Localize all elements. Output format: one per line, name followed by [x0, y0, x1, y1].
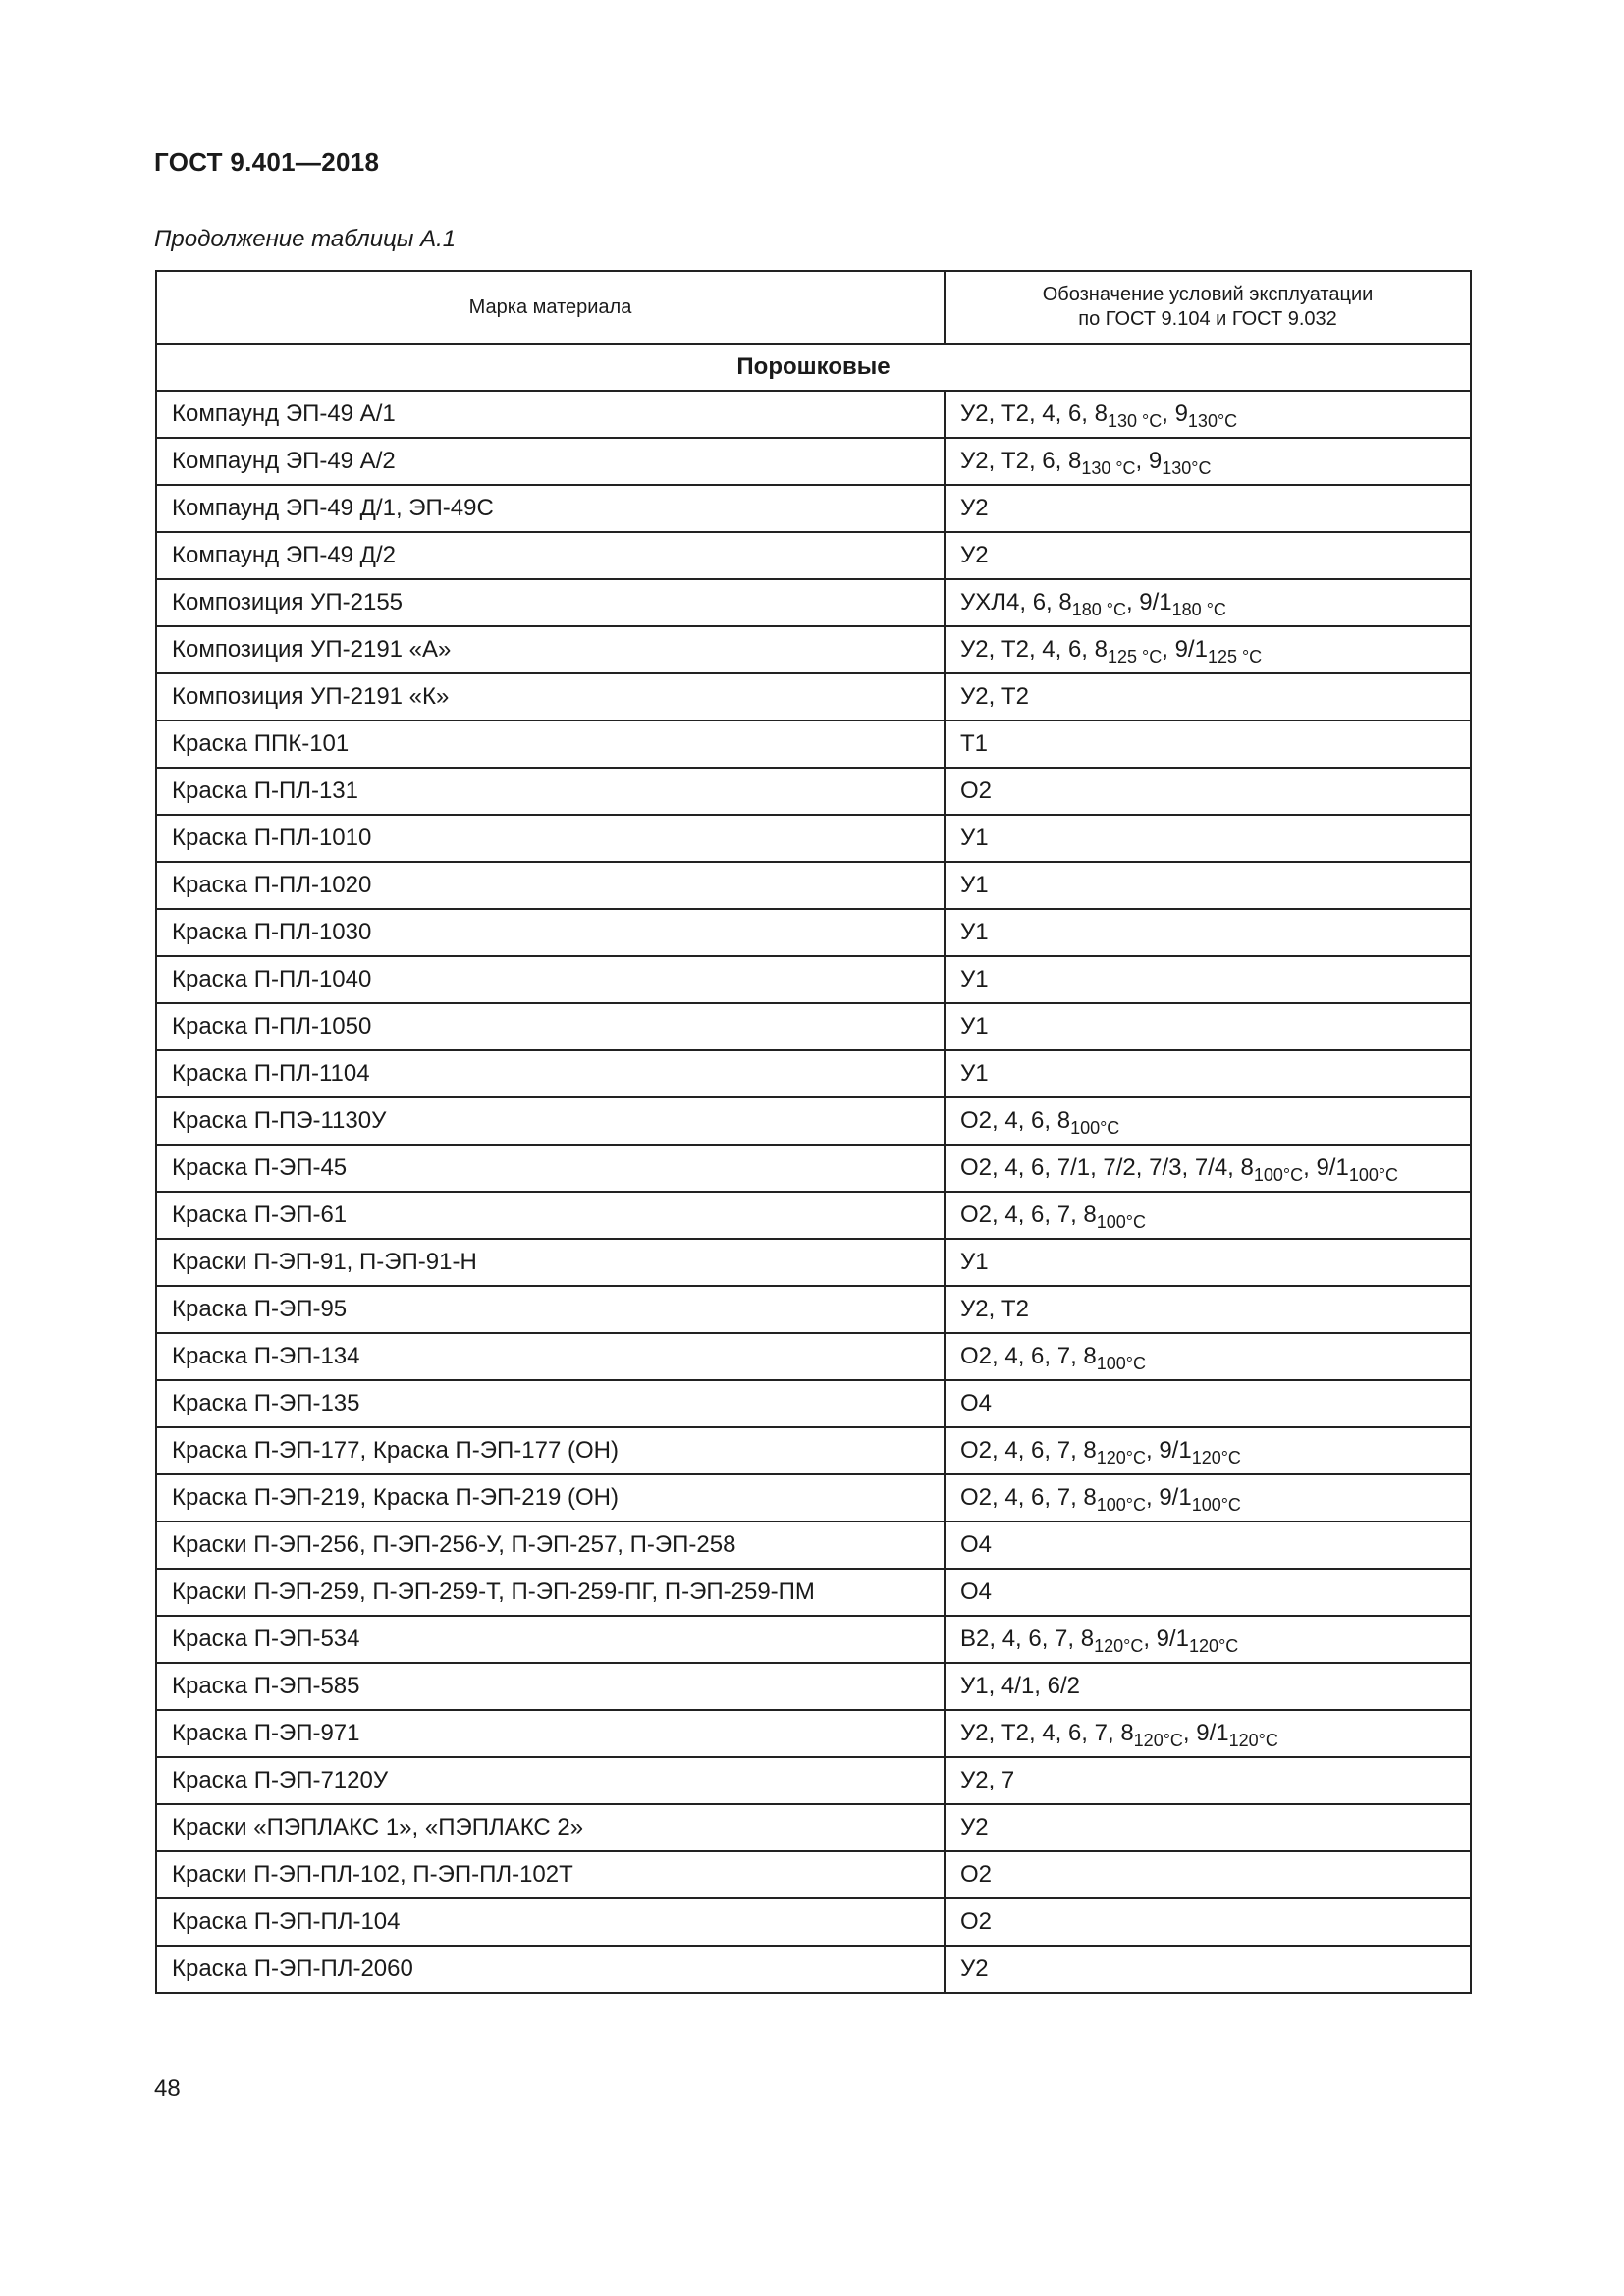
material-cell: Краска П-ЭП-135 [156, 1380, 945, 1427]
conditions-subscript: 100°С [1253, 1165, 1304, 1185]
conditions-cell [945, 673, 1471, 721]
material-cell: Краска П-ЭП-134 [156, 1333, 945, 1380]
conditions-cell [945, 1003, 1471, 1050]
conditions-text: , 9 [1162, 400, 1188, 427]
material-cell: Краски П-ЭП-ПЛ-102, П-ЭП-ПЛ-102Т [156, 1851, 945, 1898]
table-row [156, 909, 1471, 956]
conditions-cell [945, 1333, 1471, 1380]
material-cell: Краска ППК-101 [156, 721, 945, 768]
table-row [156, 438, 1471, 485]
conditions-subscript: 100°С [1096, 1495, 1146, 1515]
conditions-cell [945, 1286, 1471, 1333]
material-cell: Краски «ПЭПЛАКС 1», «ПЭПЛАКС 2» [156, 1804, 945, 1851]
conditions-cell [945, 862, 1471, 909]
conditions-cell [945, 1757, 1471, 1804]
conditions-cell [945, 1898, 1471, 1946]
conditions-text: У2 [960, 1955, 989, 1982]
material-cell: Краска П-ПЛ-1030 [156, 909, 945, 956]
conditions-cell [945, 391, 1471, 438]
material-cell: Компаунд ЭП-49 Д/2 [156, 532, 945, 579]
conditions-subscript: 120°С [1094, 1636, 1144, 1656]
conditions-cell [945, 1474, 1471, 1522]
conditions-cell [945, 1380, 1471, 1427]
table-row [156, 862, 1471, 909]
conditions-cell [945, 579, 1471, 626]
table-row [156, 1427, 1471, 1474]
table-row [156, 1898, 1471, 1946]
page-number: 48 [154, 2075, 181, 2102]
conditions-text: У2, Т2 [960, 683, 1029, 710]
conditions-text: , 9 [1135, 448, 1163, 474]
table-row [156, 1804, 1471, 1851]
conditions-subscript: 180 °С [1071, 600, 1126, 619]
conditions-subscript: 120°С [1228, 1731, 1278, 1750]
table-row [156, 1522, 1471, 1569]
material-cell: Краска П-ПЛ-1050 [156, 1003, 945, 1050]
conditions-text: О2 [960, 1908, 993, 1935]
conditions-text: У1 [960, 919, 989, 945]
table-row [156, 532, 1471, 579]
conditions-text: У2 [960, 1814, 989, 1841]
table-row [156, 1380, 1471, 1427]
conditions-text: О2, 4, 6, 7, 8 [960, 1437, 1097, 1464]
document-standard-title: ГОСТ 9.401—2018 [154, 147, 380, 177]
conditions-cell [945, 1710, 1471, 1757]
conditions-cell [945, 768, 1471, 815]
conditions-text: У2, Т2, 4, 6, 8 [960, 636, 1108, 663]
conditions-cell [945, 909, 1471, 956]
material-cell: Краска П-ПЛ-131 [156, 768, 945, 815]
conditions-text: У2, Т2, 4, 6, 8 [960, 400, 1108, 427]
material-cell: Краска П-ПЭ-1130У [156, 1097, 945, 1145]
conditions-cell [945, 485, 1471, 532]
column-header-conditions-line2: по ГОСТ 9.104 и ГОСТ 9.032 [1078, 308, 1337, 330]
table-row [156, 956, 1471, 1003]
conditions-cell [945, 1946, 1471, 1993]
conditions-text: , 9/1 [1143, 1626, 1190, 1652]
column-header-conditions-line1: Обозначение условий эксплуатации [1042, 284, 1374, 305]
conditions-text: У2, 7 [960, 1767, 1015, 1793]
material-cell: Компаунд ЭП-49 А/2 [156, 438, 945, 485]
conditions-subscript: 130°С [1162, 458, 1212, 478]
table-row [156, 1050, 1471, 1097]
conditions-text: О2 [960, 777, 993, 804]
conditions-subscript: 125 °С [1108, 647, 1163, 667]
table-row [156, 1286, 1471, 1333]
conditions-subscript: 125 °С [1207, 647, 1263, 667]
table-header-row [156, 271, 1471, 344]
conditions-text: О4 [960, 1578, 993, 1605]
table-row [156, 721, 1471, 768]
conditions-cell [945, 1427, 1471, 1474]
conditions-text: О2, 4, 6, 7, 8 [960, 1484, 1097, 1511]
conditions-cell [945, 1050, 1471, 1097]
conditions-text: У1 [960, 872, 989, 898]
conditions-subscript: 120°С [1191, 1448, 1241, 1468]
table-row [156, 579, 1471, 626]
table-row [156, 673, 1471, 721]
conditions-subscript: 100°С [1348, 1165, 1399, 1185]
material-cell: Компаунд ЭП-49 Д/1, ЭП-49С [156, 485, 945, 532]
conditions-subscript: 130°С [1187, 411, 1238, 431]
conditions-subscript: 120°С [1096, 1448, 1146, 1468]
conditions-text: , 9/1 [1303, 1154, 1349, 1181]
table-row [156, 485, 1471, 532]
conditions-text: У1 [960, 1060, 989, 1087]
material-cell: Краска П-ЭП-ПЛ-104 [156, 1898, 945, 1946]
table-row [156, 1333, 1471, 1380]
material-cell: Композиция УП-2191 «А» [156, 626, 945, 673]
table-row [156, 1663, 1471, 1710]
material-cell: Краска П-ЭП-177, Краска П-ЭП-177 (ОН) [156, 1427, 945, 1474]
conditions-text: , 9/1 [1162, 636, 1208, 663]
conditions-text: У2, Т2 [960, 1296, 1029, 1322]
material-cell: Краска П-ЭП-971 [156, 1710, 945, 1757]
materials-table [155, 270, 1472, 1994]
conditions-subscript: 130 °С [1108, 411, 1163, 431]
conditions-cell [945, 626, 1471, 673]
material-cell: Краска П-ПЛ-1010 [156, 815, 945, 862]
material-cell: Компаунд ЭП-49 А/1 [156, 391, 945, 438]
conditions-subscript: 180 °С [1171, 600, 1226, 619]
conditions-text: , 9/1 [1182, 1720, 1229, 1746]
section-title: Порошковые [156, 344, 1471, 391]
conditions-text: УХЛ4, 6, 8 [960, 589, 1072, 615]
material-cell: Краски П-ЭП-259, П-ЭП-259-Т, П-ЭП-259-ПГ, П-ЭП-259-ПМ [156, 1569, 945, 1616]
conditions-text: О4 [960, 1390, 993, 1416]
conditions-subscript: 130 °С [1081, 458, 1136, 478]
conditions-subscript: 120°С [1133, 1731, 1183, 1750]
material-cell: Краска П-ПЛ-1104 [156, 1050, 945, 1097]
material-cell: Краска П-ЭП-534 [156, 1616, 945, 1663]
conditions-text: , 9/1 [1125, 589, 1172, 615]
conditions-text: , 9/1 [1145, 1484, 1192, 1511]
conditions-text: У2, Т2, 6, 8 [960, 448, 1082, 474]
conditions-text: У1, 4/1, 6/2 [960, 1673, 1080, 1699]
table-row [156, 391, 1471, 438]
conditions-cell [945, 956, 1471, 1003]
conditions-text: О2, 4, 6, 7/1, 7/2, 7/3, 7/4, 8 [960, 1154, 1254, 1181]
material-cell: Краска П-ЭП-7120У [156, 1757, 945, 1804]
conditions-text: У1 [960, 1013, 989, 1040]
material-cell: Краска П-ЭП-95 [156, 1286, 945, 1333]
table-row [156, 1097, 1471, 1145]
column-header-material [156, 271, 945, 344]
table-row [156, 815, 1471, 862]
conditions-text: О4 [960, 1531, 993, 1558]
material-cell: Композиция УП-2191 «К» [156, 673, 945, 721]
material-cell: Краски П-ЭП-256, П-ЭП-256-У, П-ЭП-257, П-ЭП-258 [156, 1522, 945, 1569]
table-row [156, 768, 1471, 815]
table-row [156, 1569, 1471, 1616]
material-cell: Краска П-ПЛ-1020 [156, 862, 945, 909]
conditions-text: У1 [960, 1249, 989, 1275]
table-row [156, 1710, 1471, 1757]
column-header-material-label: Марка материала [468, 295, 632, 318]
material-cell: Краска П-ЭП-219, Краска П-ЭП-219 (ОН) [156, 1474, 945, 1522]
column-header-conditions [945, 271, 1471, 344]
material-cell: Композиция УП-2155 [156, 579, 945, 626]
conditions-cell [945, 1097, 1471, 1145]
conditions-subscript: 100°С [1096, 1354, 1146, 1373]
table-row [156, 1474, 1471, 1522]
conditions-text: В2, 4, 6, 7, 8 [960, 1626, 1095, 1652]
conditions-cell [945, 1192, 1471, 1239]
conditions-cell [945, 1239, 1471, 1286]
material-cell: Краска П-ПЛ-1040 [156, 956, 945, 1003]
conditions-cell [945, 1851, 1471, 1898]
conditions-text: У2, Т2, 4, 6, 7, 8 [960, 1720, 1134, 1746]
table-row [156, 1851, 1471, 1898]
conditions-text: Т1 [960, 730, 989, 757]
conditions-text: О2 [960, 1861, 993, 1888]
table-row [156, 626, 1471, 673]
conditions-subscript: 100°С [1096, 1212, 1146, 1232]
conditions-text: О2, 4, 6, 7, 8 [960, 1343, 1097, 1369]
table-row [156, 1003, 1471, 1050]
table-row [156, 1145, 1471, 1192]
material-cell: Краска П-ЭП-45 [156, 1145, 945, 1192]
conditions-cell [945, 1522, 1471, 1569]
conditions-text: У2 [960, 542, 989, 568]
table-row [156, 1946, 1471, 1993]
conditions-subscript: 120°С [1189, 1636, 1239, 1656]
conditions-text: У1 [960, 966, 989, 992]
table-caption: Продолжение таблицы А.1 [154, 226, 457, 252]
material-cell: Краска П-ЭП-585 [156, 1663, 945, 1710]
section-row [156, 344, 1471, 391]
material-cell: Краска П-ЭП-ПЛ-2060 [156, 1946, 945, 1993]
material-cell: Краска П-ЭП-61 [156, 1192, 945, 1239]
conditions-cell [945, 1145, 1471, 1192]
conditions-cell [945, 815, 1471, 862]
table-row [156, 1757, 1471, 1804]
conditions-text: О2, 4, 6, 8 [960, 1107, 1071, 1134]
conditions-text: О2, 4, 6, 7, 8 [960, 1201, 1097, 1228]
conditions-cell [945, 1569, 1471, 1616]
conditions-subscript: 100°С [1070, 1118, 1120, 1138]
conditions-text: У1 [960, 825, 989, 851]
table-row [156, 1616, 1471, 1663]
conditions-subscript: 100°С [1191, 1495, 1241, 1515]
conditions-cell [945, 1804, 1471, 1851]
conditions-text: У2 [960, 495, 989, 521]
table-row [156, 1192, 1471, 1239]
conditions-cell [945, 438, 1471, 485]
conditions-cell [945, 1616, 1471, 1663]
conditions-cell [945, 721, 1471, 768]
conditions-text: , 9/1 [1145, 1437, 1192, 1464]
table-row [156, 1239, 1471, 1286]
material-cell: Краски П-ЭП-91, П-ЭП-91-Н [156, 1239, 945, 1286]
conditions-cell [945, 1663, 1471, 1710]
conditions-cell [945, 532, 1471, 579]
